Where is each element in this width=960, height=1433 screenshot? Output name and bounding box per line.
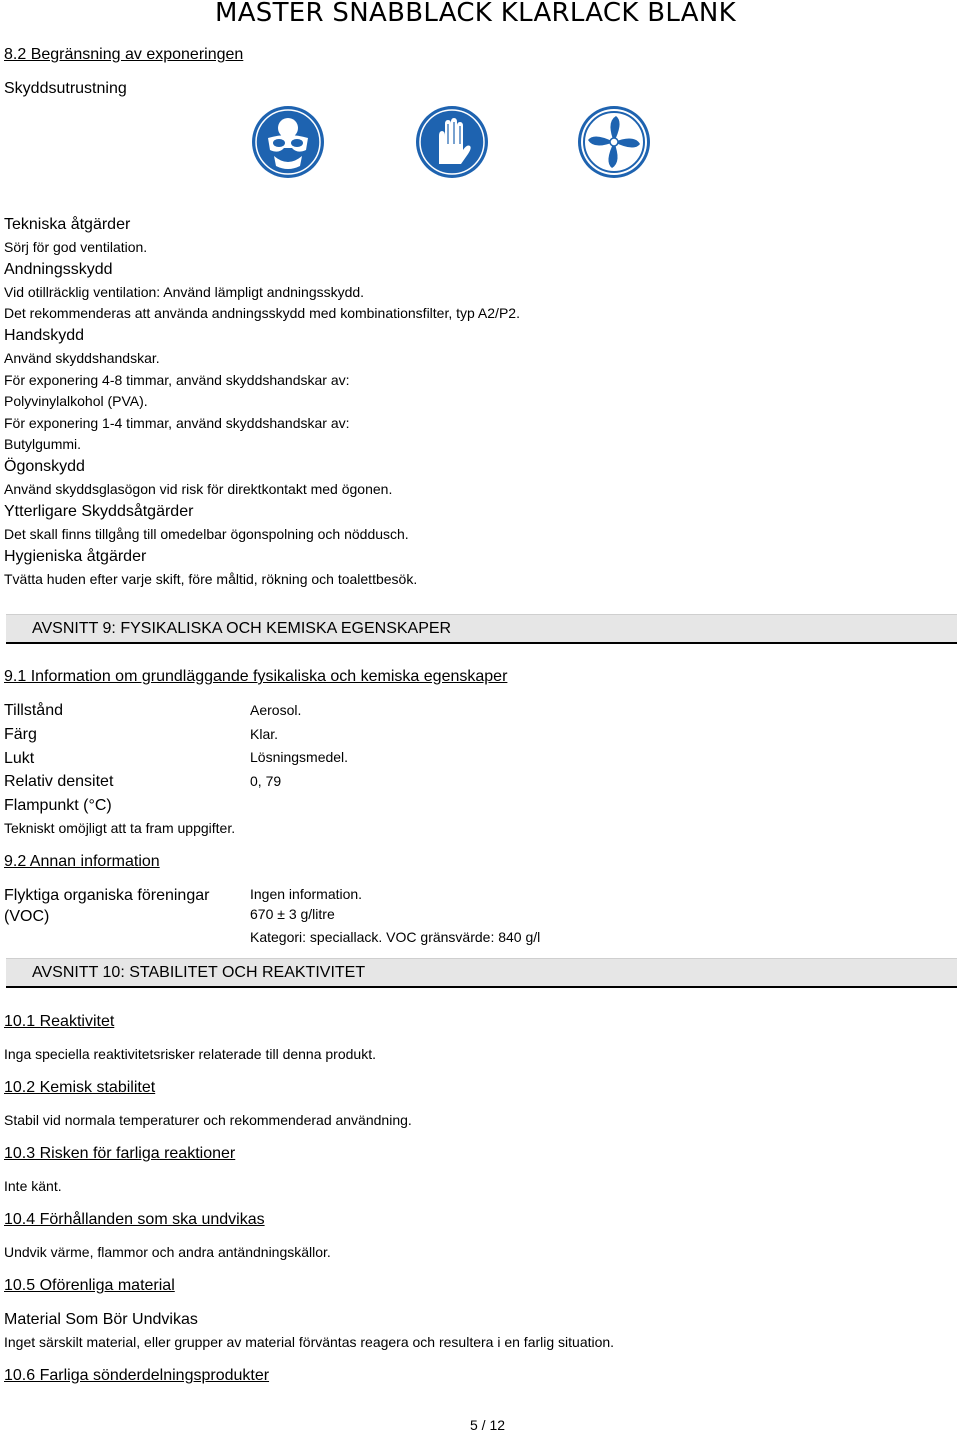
extra-heading: Ytterligare Skyddsåtgärder: [4, 503, 194, 520]
section-8-2-heading: 8.2 Begränsning av exponeringen: [4, 46, 244, 63]
section-10-3-heading: 10.3 Risken för farliga reaktioner: [4, 1145, 236, 1162]
eye-heading: Ögonskydd: [4, 458, 85, 475]
section-9-title: AVSNITT 9: FYSIKALISKA OCH KEMISKA EGENSKAPER: [32, 620, 452, 637]
document-title: MASTER SNABBLACK KLARLACK BLANK: [214, 0, 736, 28]
section-10-1-text: Inga speciella reaktivitetsrisker relaterade till denna produkt.: [4, 1046, 376, 1062]
respiratory-heading: Andningsskydd: [4, 261, 113, 278]
technical-text: Sörj för god ventilation.: [4, 239, 148, 255]
section-10-5-heading: 10.5 Oförenliga material: [4, 1277, 175, 1294]
protective-gloves-icon: [414, 104, 490, 180]
prop-label-odor: Lukt: [4, 750, 35, 767]
voc-label-line-2: (VOC): [4, 908, 50, 925]
prop-value-color: Klar.: [250, 726, 279, 742]
hand-line-2: För exponering 4-8 timmar, använd skyddshandskar av:: [4, 372, 350, 388]
voc-value-3: Kategori: speciallack. VOC gränsvärde: 840 g/l: [250, 929, 541, 945]
section-10-5-sublabel: Material Som Bör Undvikas: [4, 1311, 198, 1328]
flashpoint-note: Tekniskt omöjligt att ta fram uppgifter.: [4, 820, 236, 836]
equipment-label: Skyddsutrustning: [4, 80, 127, 97]
ventilation-fan-icon: [576, 104, 652, 180]
section-10-4-heading: 10.4 Förhållanden som ska undvikas: [4, 1211, 265, 1228]
voc-label-line-1: Flyktiga organiska föreningar: [4, 887, 210, 904]
prop-value-state: Aerosol.: [250, 702, 302, 718]
extra-text: Det skall finns tillgång till omedelbar ögonspolning och nöddusch.: [4, 526, 409, 542]
section-10-4-text: Undvik värme, flammor och andra antändningskällor.: [4, 1244, 331, 1260]
voc-value-1: Ingen information.: [250, 886, 363, 902]
technical-heading: Tekniska åtgärder: [4, 216, 131, 233]
section-9-1-heading: 9.1 Information om grundläggande fysikaliska och kemiska egenskaper: [4, 668, 508, 685]
section-10-1-heading: 10.1 Reaktivitet: [4, 1013, 115, 1030]
section-10-2-text: Stabil vid normala temperaturer och rekommenderad användning.: [4, 1112, 412, 1128]
hygiene-heading: Hygieniska åtgärder: [4, 548, 147, 565]
section-10-bar: [6, 958, 957, 988]
hand-heading: Handskydd: [4, 327, 85, 344]
safety-goggles-icon: [250, 104, 326, 180]
hand-line-3: Polyvinylalkohol (PVA).: [4, 393, 148, 409]
prop-label-flashpoint: Flampunkt (°C): [4, 797, 112, 814]
eye-text: Använd skyddsglasögon vid risk för direktkontakt med ögonen.: [4, 481, 393, 497]
hand-line-1: Använd skyddshandskar.: [4, 350, 160, 366]
section-10-5-text: Inget särskilt material, eller grupper av material förväntas reagera och resultera i en farlig situation.: [4, 1334, 615, 1350]
prop-label-state: Tillstånd: [4, 702, 63, 719]
respiratory-line-1: Vid otillräcklig ventilation: Använd lämpligt andningsskydd.: [4, 284, 365, 300]
hand-line-5: Butylgummi.: [4, 436, 82, 452]
prop-value-odor: Lösningsmedel.: [250, 749, 349, 765]
section-10-3-text: Inte känt.: [4, 1178, 62, 1194]
section-10-2-heading: 10.2 Kemisk stabilitet: [4, 1079, 156, 1096]
prop-value-density: 0, 79: [250, 773, 282, 789]
hygiene-text: Tvätta huden efter varje skift, före måltid, rökning och toalettbesök.: [4, 571, 418, 587]
section-10-6-heading: 10.6 Farliga sönderdelningsprodukter: [4, 1367, 270, 1384]
respiratory-line-2: Det rekommenderas att använda andningsskydd med kombinationsfilter, typ A2/P2.: [4, 305, 520, 321]
prop-label-color: Färg: [4, 726, 37, 743]
section-9-2-heading: 9.2 Annan information: [4, 853, 160, 870]
section-9-bar: [6, 614, 957, 644]
voc-value-2: 670 ± 3 g/litre: [250, 906, 335, 922]
section-10-title: AVSNITT 10: STABILITET OCH REAKTIVITET: [32, 964, 366, 981]
hand-line-4: För exponering 1-4 timmar, använd skyddshandskar av:: [4, 415, 350, 431]
prop-label-density: Relativ densitet: [4, 773, 114, 790]
page-number: 5 / 12: [470, 1417, 506, 1433]
